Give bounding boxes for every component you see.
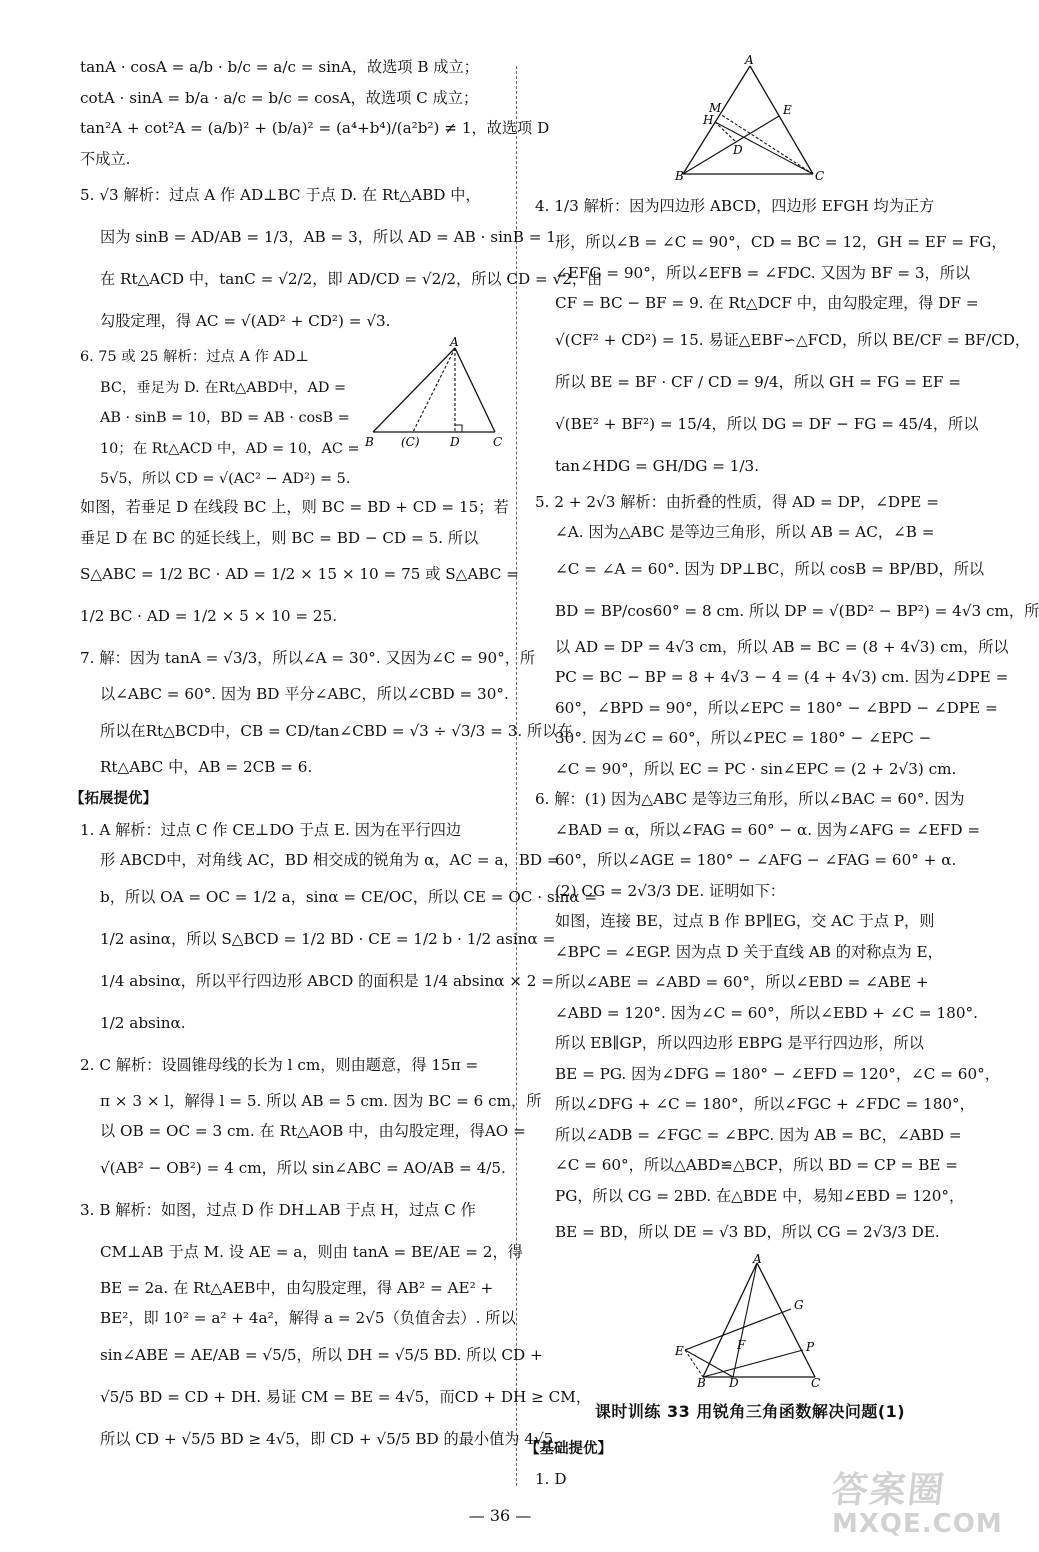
- answer-5-line: 在 Rt△ACD 中，tanC = √2/2，即 AD/CD = √2/2，所以 CD = √2，由: [100, 270, 603, 288]
- answer-6-line: 6. 解：(1) 因为△ABC 是等边三角形，所以∠BAC = 60°. 因为: [535, 790, 965, 808]
- ext-1-line: 1/2 absinα.: [100, 1013, 186, 1032]
- answer-7-line: Rt△ABC 中，AB = 2CB = 6.: [100, 757, 313, 776]
- answer-5-line: 30°. 因为∠C = 60°，所以∠PEC = 180° − ∠EPC −: [555, 729, 932, 747]
- answer-6-line: BC，垂足为 D. 在Rt△ABD中，AD =: [100, 379, 347, 396]
- fig-label: M: [709, 101, 722, 115]
- answer-6-line: 60°，所以∠AGE = 180° − ∠AFG − ∠FAG = 60° + α.: [555, 851, 957, 869]
- ext-1-line: 1/2 asinα，所以 S△BCD = 1/2 BD · CE = 1/2 b · 1/2 asinα =: [100, 929, 556, 948]
- text-line: cotA · sinA = b/a · a/c = b/c = cosA，故选项 C 成立；: [80, 88, 479, 107]
- section-heading-extension: 【拓展提优】: [70, 791, 157, 807]
- answer-6-line: 1/2 BC · AD = 1/2 × 5 × 10 = 25.: [80, 607, 338, 625]
- fig-label: C: [815, 169, 825, 183]
- answer-4-line: 4. 1/3 解析：因为四边形 ABCD，四边形 EFGH 均为正方: [535, 197, 935, 215]
- ext-3-line: 3. B 解析：如图，过点 D 作 DH⊥AB 于点 H，过点 C 作: [80, 1200, 476, 1219]
- answer-6-line: 所以∠DFG + ∠C = 180°，所以∠FGC + ∠FDC = 180°，: [555, 1095, 975, 1113]
- triangle-figure-q6: [675, 1252, 825, 1390]
- ext-2-line: 以 OB = OC = 3 cm. 在 Rt△AOB 中，由勾股定理，得AO =: [100, 1122, 526, 1140]
- fig-label: B: [365, 435, 374, 449]
- answer-5-line: 5. √3 解析：过点 A 作 AD⊥BC 于点 D. 在 Rt△ABD 中，: [80, 186, 481, 204]
- answer-5-line: 以 AD = DP = 4√3 cm，所以 AB = BC = (8 + 4√3) cm，所以: [555, 637, 1009, 656]
- fig-label: E: [783, 103, 792, 117]
- ext-1-line: 1/4 absinα，所以平行四边形 ABCD 的面积是 1/4 absinα × 2 =: [100, 971, 555, 990]
- fig-label: G: [794, 1298, 804, 1312]
- answer-6-line: 所以∠ABE = ∠ABD = 60°，所以∠EBD = ∠ABE +: [555, 973, 929, 991]
- answer-6-line: 如图，若垂足 D 在线段 BC 上，则 BC = BD + CD = 15；若: [80, 498, 509, 516]
- answer-4-line: tan∠HDG = GH/DG = 1/3.: [555, 456, 760, 475]
- answer-6-line: PG，所以 CG = 2BD. 在△BDE 中，易知∠EBD = 120°，: [555, 1186, 965, 1205]
- fig-label: C: [811, 1376, 821, 1390]
- lesson-title: 课时训练 33 用锐角三角函数解决问题(1): [594, 1402, 906, 1421]
- page-number: — 36 —: [468, 1506, 532, 1525]
- answer-7-line: 以∠ABC = 60°. 因为 BD 平分∠ABC，所以∠CBD = 30°.: [100, 685, 509, 703]
- answer-6-line: 如图，连接 BE，过点 B 作 BP∥EG，交 AC 于点 P，则: [555, 912, 935, 930]
- answer-5-line: 因为 sinB = AD/AB = 1/3，AB = 3，所以 AD = AB · sinB = 1.: [100, 228, 561, 246]
- answer-5-line: ∠C = 90°，所以 EC = PC · sin∠EPC = (2 + 2√3) cm.: [555, 759, 957, 778]
- answer-6-line: ∠BAD = α，所以∠FAG = 60° − α. 因为∠AFG = ∠EFD =: [555, 820, 981, 839]
- fig-label: D: [450, 435, 460, 449]
- answer-6-line: S△ABC = 1/2 BC · AD = 1/2 × 15 × 10 = 75 或 S△ABC =: [80, 565, 519, 583]
- answer-6-line: 所以 EB∥GP，所以四边形 EBPG 是平行四边形，所以: [555, 1034, 924, 1052]
- answer-7-line: 所以在Rt△BCD中，CB = CD/tan∠CBD = √3 ÷ √3/3 = 3. 所以在: [100, 721, 573, 740]
- ext-2-line: π × 3 × l，解得 l = 5. 所以 AB = 5 cm. 因为 BC = 6 cm，所: [100, 1091, 542, 1110]
- answer-6-line: 垂足 D 在 BC 的延长线上，则 BC = BD − CD = 5. 所以: [80, 528, 479, 547]
- right-column: [525, 52, 1039, 1495]
- answer-4-line: 所以 BE = BF · CF / CD = 9/4，所以 GH = FG = EF =: [555, 372, 961, 391]
- fig-label: A: [450, 335, 459, 349]
- ext-3-line: CM⊥AB 于点 M. 设 AE = a，则由 tanA = BE/AE = 2，得: [100, 1242, 523, 1261]
- answer-4-line: 形，所以∠B = ∠C = 90°，CD = BC = 12，GH = EF = FG，: [555, 233, 1007, 251]
- fig-label: A: [753, 1252, 762, 1266]
- answer-6-line: 6. 75 或 25 解析：过点 A 作 AD⊥: [80, 349, 309, 365]
- fig-label: (C): [401, 435, 420, 449]
- ext-2-line: 2. C 解析：设圆锥母线的长为 l cm，则由题意，得 15π =: [80, 1055, 479, 1074]
- text-line: tanA · cosA = a/b · b/c = a/c = sinA，故选项 B 成立；: [80, 58, 479, 76]
- answer-6-line: BE = BD，所以 DE = √3 BD，所以 CG = 2√3/3 DE.: [555, 1223, 940, 1241]
- ext-3-line: √5/5 BD = CD + DH. 易证 CM = BE = 4√5，而CD + DH ≥ CM，: [100, 1387, 592, 1406]
- answer-5-line: ∠A. 因为△ABC 是等边三角形，所以 AB = AC，∠B =: [555, 523, 935, 541]
- text-line: tan²A + cot²A = (a/b)² + (b/a)² = (a⁴+b⁴)/(a²b²) ≠ 1，故选项 D: [80, 119, 550, 137]
- answer-6-line: 5√5，所以 CD = √(AC² − AD²) = 5.: [100, 471, 351, 487]
- triangle-figure-q6: [365, 335, 505, 457]
- fig-label: P: [806, 1340, 815, 1354]
- fig-label: D: [729, 1376, 739, 1390]
- answer-6-line: ∠C = 60°，所以△ABD≌△BCP，所以 BD = CP = BE =: [555, 1156, 959, 1174]
- answer-5-line: PC = BC − BP = 8 + 4√3 − 4 = (4 + 4√3) cm. 因为∠DPE =: [555, 668, 1009, 686]
- watermark-logo: [829, 1462, 1003, 1548]
- fig-label: B: [697, 1376, 706, 1390]
- answer-4-line: √(BE² + BF²) = 15/4，所以 DG = DF − FG = 45/4，所以: [555, 414, 979, 433]
- answer-5-line: ∠C = ∠A = 60°. 因为 DP⊥BC，所以 cosB = BP/BD，所以: [555, 559, 985, 578]
- fig-label: E: [675, 1344, 684, 1358]
- fig-label: A: [745, 53, 754, 67]
- watermark-cn: 答案圈: [829, 1470, 948, 1511]
- ext-3-line: BE = 2a. 在 Rt△AEB中，由勾股定理，得 AB² = AE² +: [100, 1278, 494, 1297]
- section-heading-basic: 【基础提优】: [525, 1440, 612, 1457]
- answer-6-block: [80, 335, 503, 492]
- answer-5-line: BD = BP/cos60° = 8 cm. 所以 DP = √(BD² − BP²) = 4√3 cm，所: [555, 601, 1039, 620]
- answer-6-line: 10；在 Rt△ACD 中，AD = 10，AC =: [100, 440, 360, 457]
- ext-3-line: sin∠ABE = AE/AB = √5/5，所以 DH = √5/5 BD. 所以 CD +: [100, 1345, 543, 1364]
- answer-4-line: ∠EFG = 90°，所以∠EFB = ∠FDC. 又因为 BF = 3，所以: [555, 263, 971, 282]
- answer-6-line: 所以∠ADB = ∠FGC = ∠BPC. 因为 AB = BC，∠ABD =: [555, 1125, 962, 1144]
- answer-5-line: 60°，∠BPD = 90°，所以∠EPC = 180° − ∠BPD − ∠DPE =: [555, 698, 998, 717]
- watermark-en: MXQE.COM: [832, 1509, 1003, 1539]
- text-line: 不成立.: [80, 149, 131, 168]
- answer-6-line: ∠BPC = ∠EGP. 因为点 D 关于直线 AB 的对称点为 E，: [555, 942, 943, 961]
- answer-6-line: ∠ABD = 120°. 因为∠C = 60°，所以∠EBD + ∠C = 180°.: [555, 1003, 978, 1022]
- answer-4-line: CF = BC − BF = 9. 在 Rt△DCF 中，由勾股定理，得 DF =: [555, 294, 979, 312]
- ext-2-line: √(AB² − OB²) = 4 cm，所以 sin∠ABC = AO/AB = 4/5.: [100, 1158, 506, 1177]
- answer-6-line: BE = PG. 因为∠DFG = 180° − ∠EFD = 120°，∠C = 60°，: [555, 1064, 1000, 1083]
- ext-3-line: 所以 CD + √5/5 BD ≥ 4√5，即 CD + √5/5 BD 的最小值为 4√5.: [100, 1429, 559, 1448]
- triangle-figure-q3: [675, 53, 825, 183]
- ext-1-line: b，所以 OA = OC = 1/2 a，sinα = CE/OC，所以 CE = OC · sinα =: [100, 887, 598, 906]
- fig-label: H: [703, 113, 714, 127]
- fig-label: F: [737, 1338, 746, 1352]
- ext-1-line: 形 ABCD中，对角线 AC，BD 相交成的锐角为 α，AC = a，BD =: [100, 851, 560, 869]
- answer-6-line: (2) CG = 2√3/3 DE. 证明如下：: [555, 881, 785, 900]
- answer-5-line: 5. 2 + 2√3 解析：由折叠的性质，得 AD = DP，∠DPE =: [535, 492, 939, 511]
- answer-7-line: 7. 解：因为 tanA = √3/3，所以∠A = 30°. 又因为∠C = 90°，所: [80, 649, 536, 667]
- answer-6-line: AB · sinB = 10，BD = AB · cosB =: [100, 410, 350, 426]
- ext-3-line: BE²，即 10² = a² + 4a²，解得 a = 2√5（负值舍去）. 所以: [100, 1309, 516, 1327]
- answer-5-line: 勾股定理，得 AC = √(AD² + CD²) = √3.: [100, 312, 391, 330]
- fig-label: D: [733, 143, 743, 157]
- fig-label: C: [493, 435, 503, 449]
- basic-1-line: 1. D: [535, 1470, 567, 1488]
- ext-1-line: 1. A 解析：过点 C 作 CE⊥DO 于点 E. 因为在平行四边: [80, 820, 462, 839]
- answer-4-line: √(CF² + CD²) = 15. 易证△EBF∽△FCD，所以 BE/CF = BF/CD，: [555, 330, 1031, 349]
- fig-label: B: [675, 169, 684, 183]
